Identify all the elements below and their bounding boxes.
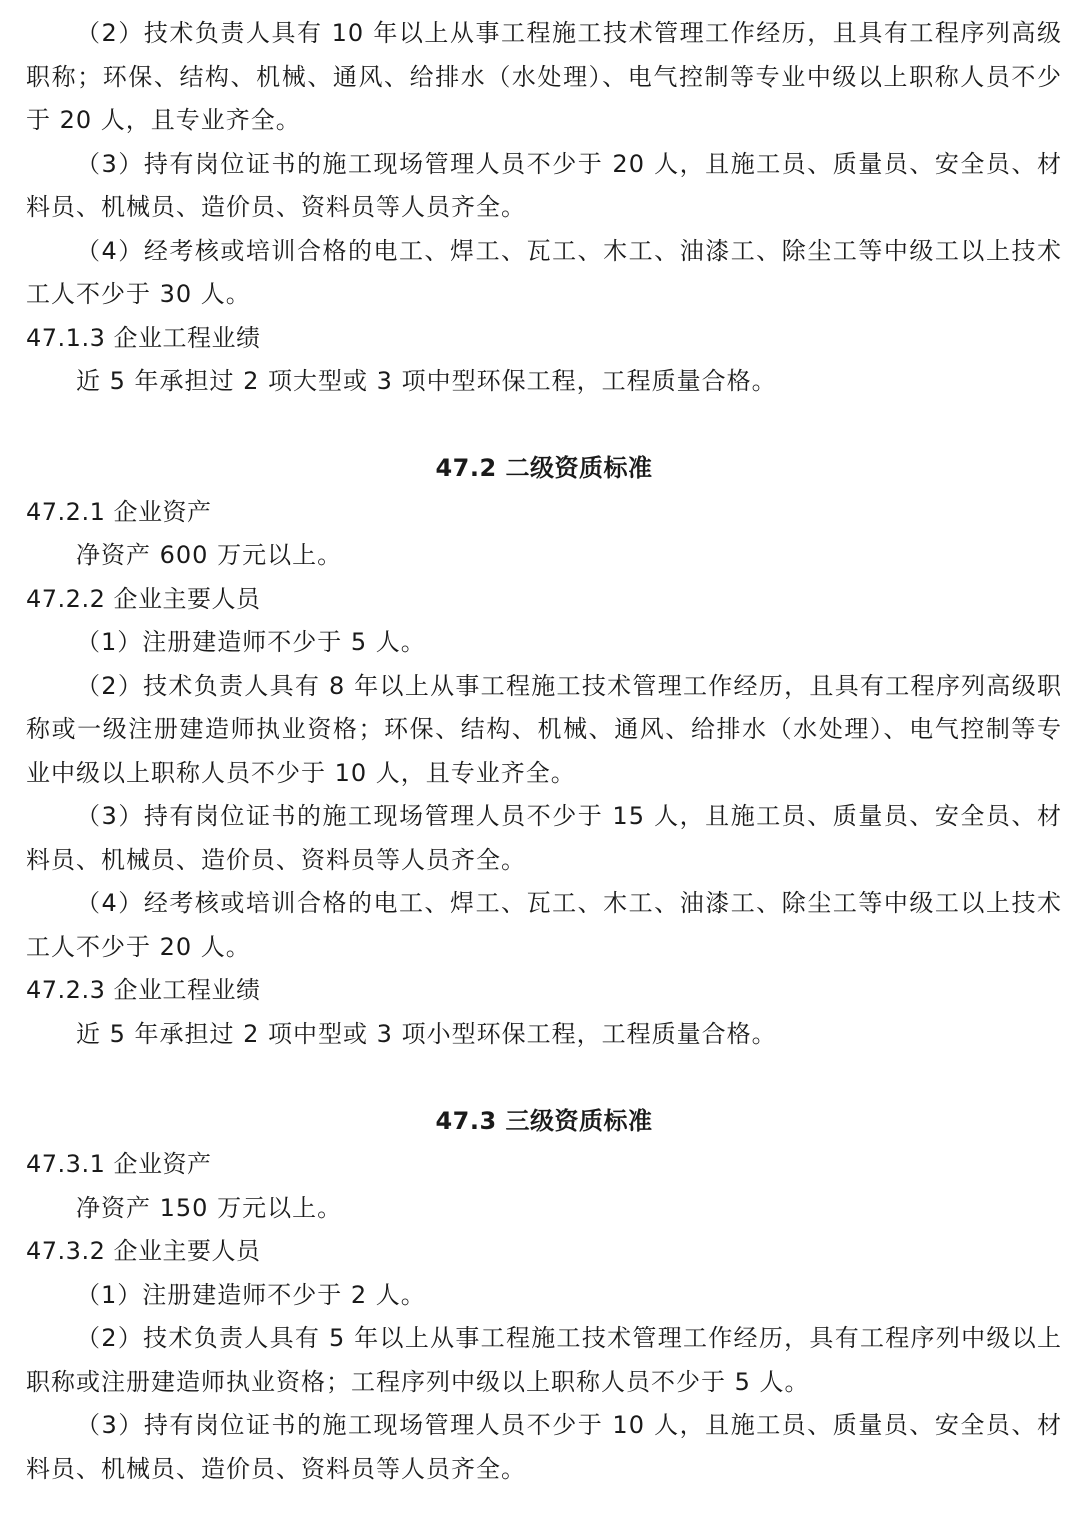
- s471-performance-heading: 47.1.3 企业工程业绩: [26, 323, 261, 352]
- s472-performance-heading: 47.2.3 企业工程业绩: [26, 976, 261, 1004]
- s473-assets-text: 净资产 150 万元以上。: [76, 1193, 343, 1222]
- s472-title: 47.2 二级资质标准: [435, 454, 653, 482]
- s472-staff-item-1: （1）注册建造师不少于 5 人。: [76, 628, 426, 656]
- s473-assets-heading: 47.3.1 企业资产: [26, 1150, 212, 1178]
- s473-title: 47.3 三级资质标准: [435, 1106, 653, 1135]
- s471-performance-text: 近 5 年承担过 2 项大型或 3 项中型环保工程，工程质量合格。: [76, 367, 777, 395]
- s471-staff-item-4: （4）经考核或培训合格的电工、焊工、瓦工、木工、油漆工、除尘工等中级工以上技术工人不少于 30 人。: [26, 236, 1062, 308]
- s473-staff-item-1: （1）注册建造师不少于 2 人。: [76, 1280, 426, 1309]
- s472-performance-text: 近 5 年承担过 2 项中型或 3 项小型环保工程，工程质量合格。: [76, 1019, 777, 1048]
- s472-staff-item-4: （4）经考核或培训合格的电工、焊工、瓦工、木工、油漆工、除尘工等中级工以上技术工人不少于 20 人。: [26, 889, 1062, 961]
- spacer: [26, 1056, 1062, 1100]
- s471-staff-item-2: （2）技术负责人具有 10 年以上从事工程施工技术管理工作经历，且具有工程序列高级职称；环保、结构、机械、通风、给排水（水处理）、电气控制等专业中级以上职称人员不少于 20 人，且专业齐全。: [26, 19, 1062, 134]
- s473-staff-item-2: （2）技术负责人具有 5 年以上从事工程施工技术管理工作经历，具有工程序列中级以上职称或注册建造师执业资格；工程序列中级以上职称人员不少于 5 人。: [26, 1324, 1062, 1396]
- s471-staff-item-3: （3）持有岗位证书的施工现场管理人员不少于 20 人，且施工员、质量员、安全员、材料员、机械员、造价员、资料员等人员齐全。: [26, 149, 1062, 221]
- s472-staff-item-3: （3）持有岗位证书的施工现场管理人员不少于 15 人，且施工员、质量员、安全员、材料员、机械员、造价员、资料员等人员齐全。: [26, 802, 1062, 874]
- document-page: [26, 12, 1062, 1491]
- s473-staff-item-3: （3）持有岗位证书的施工现场管理人员不少于 10 人，且施工员、质量员、安全员、材料员、机械员、造价员、资料员等人员齐全。: [26, 1411, 1062, 1483]
- s472-staff-item-2: （2）技术负责人具有 8 年以上从事工程施工技术管理工作经历，且具有工程序列高级职称或一级注册建造师执业资格；环保、结构、机械、通风、给排水（水处理）、电气控制等专业中级以上职称人员不少于 10 人，且专业齐全。: [26, 671, 1062, 787]
- s472-staff-heading: 47.2.2 企业主要人员: [26, 584, 261, 613]
- s472-assets-text: 净资产 600 万元以上。: [76, 541, 343, 569]
- spacer: [26, 404, 1062, 448]
- s473-staff-heading: 47.3.2 企业主要人员: [26, 1237, 261, 1265]
- s472-assets-heading: 47.2.1 企业资产: [26, 497, 212, 526]
